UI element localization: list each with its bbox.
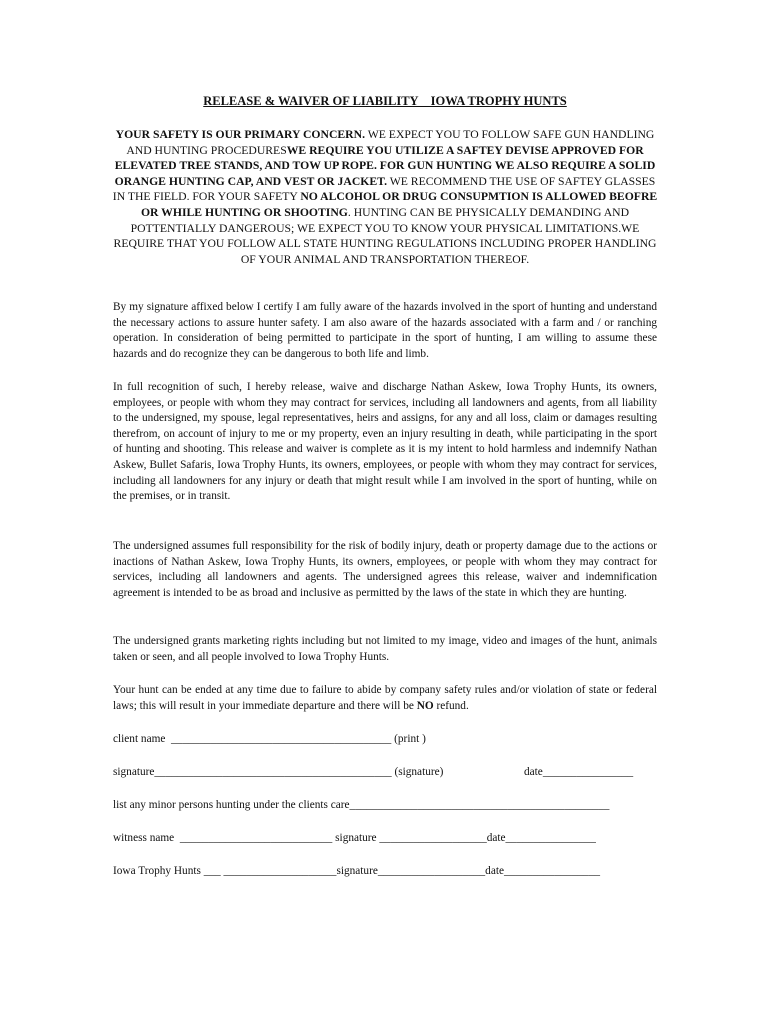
client-name-field[interactable]: client name _______________________________________ (print ) (113, 733, 426, 745)
minor-persons-field[interactable]: list any minor persons hunting under the clients care______________________________________________ (113, 799, 610, 811)
termination-text: Your hunt can be ended at any time due to failure to abide by company safety rules and/or violation of state or federal laws; this will result in your immediate departure and there will be (113, 684, 657, 712)
notice-physical-text: . HUNTING CAN BE PHYSICALLY DEMANDING AND POTTENTIALLY DANGEROUS; WE EXPECT YOU TO KNOW YOUR PHYSICAL LIMITATIONS.WE REQUIRE THAT YOU FOLLOW ALL STATE HUNTING REGULATIONS INCLUDING PROPER HANDLING OF YOUR ANIMAL AND TRANSPORTATION THEREOF. (113, 205, 657, 266)
notice-requirements: WE REQUIRE YOU UTILIZE A SAFTEY DEVISE APPROVED FOR ELEVATED TREE STANDS, AND TOW UP ROPE. FOR GUN HUNTING WE ALSO REQUIRE A SOLID ORANGE HUNTING CAP, AND VEST OR JACKET. (114, 143, 656, 188)
notice-expect-text: WE EXPECT YOU TO FOLLOW SAFE GUN HANDLING AND HUNTING PROCEDURES (126, 128, 655, 157)
notice-recommend-text: WE RECOMMEND THE USE OF SAFTEY GLASSES IN THE FIELD. FOR YOUR SAFETY (112, 174, 656, 204)
termination-end: refund. (433, 699, 469, 712)
paragraph-termination (113, 683, 657, 714)
document-title: RELEASE & WAIVER OF LIABILITY _ IOWA TROPHY HUNTS (203, 94, 567, 108)
paragraph-marketing: The undersigned grants marketing rights including but not limited to my image, video and images of the hunt, animals taken or seen, and all people involved to Iowa Trophy Hunts. (113, 635, 657, 663)
client-date-field[interactable]: date________________ (524, 766, 634, 778)
notice-primary-concern: YOUR SAFETY IS OUR PRIMARY CONCERN. (115, 128, 365, 141)
company-signature-field[interactable]: Iowa Trophy Hunts ___ ____________________signature___________________date_________________ (113, 865, 601, 877)
safety-notice (108, 127, 662, 267)
no-refund-emphasis: NO (416, 699, 434, 712)
witness-field[interactable]: witness name ___________________________ signature ___________________date________________ (113, 832, 596, 844)
client-signature-field[interactable]: signature__________________________________________ (signature) (113, 766, 444, 778)
notice-no-alcohol: NO ALCOHOL OR DRUG CONSUPMTION IS ALLOWED BEOFRE OR WHILE HUNTING OR SHOOTING (140, 190, 658, 219)
paragraph-responsibility: The undersigned assumes full responsibility for the risk of bodily injury, death or property damage due to the actions or inactions of Nathan Askew, Iowa Trophy Hunts, its owners, employees, or people with whom they may contract for services, including all landowners and agents. The undersigned agrees this release, waiver and indemnification agreement is intended to be as broad and inclusive as permitted by the laws of the state in which they are hunting. (113, 540, 657, 599)
paragraph-certify: By my signature affixed below I certify I am fully aware of the hazards involved in the sport of hunting and understand the necessary actions to assure hunter safety. I am also aware of the hazards associated with a farm and / or ranching operation. In consideration of being permitted to participate in the sport of hunting, I am willing to assume these hazards and do recognize they can be dangerous to both life and limb. (113, 301, 657, 360)
paragraph-release: In full recognition of such, I hereby release, waive and discharge Nathan Askew, Iowa Trophy Hunts, its owners, employees, or people with whom they may contract for services, including all landowners and agents, from all liability to the undersigned, my spouse, legal representatives, heirs and assigns, for any and all loss, claim or damages resulting therefrom, on account of injury to me or my property, even an injury resulting in death, while participating in the sport of hunting and shooting. This release and waiver is complete as it is my intent to hold harmless and indemnify Nathan Askew, Bullet Safaris, Iowa Trophy Hunts, its owners, employees, or people with whom they may contract for services, including all landowners for any injury or death that might result while I am involved in the sport of hunting, while on the premises, or in transit. (113, 381, 657, 503)
